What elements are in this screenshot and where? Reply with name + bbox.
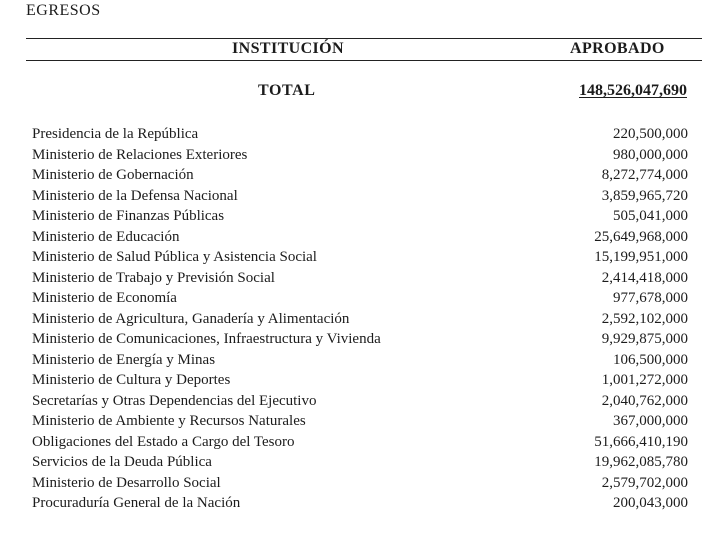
table-row xyxy=(30,391,688,412)
table-row xyxy=(30,288,688,309)
header-rule-bottom xyxy=(26,60,702,61)
approved-amount: 367,000,000 xyxy=(613,413,688,429)
table-row xyxy=(30,165,688,186)
institution-name: Ministerio de Relaciones Exteriores xyxy=(32,146,248,163)
approved-amount: 1,001,272,000 xyxy=(601,372,688,388)
institution-name: Ministerio de Educación xyxy=(32,228,180,245)
column-header-approved: APROBADO xyxy=(570,40,665,57)
institution-name: Servicios de la Deuda Pública xyxy=(32,454,212,470)
table-row xyxy=(30,227,688,248)
institution-name: Obligaciones del Estado a Cargo del Tesoro xyxy=(32,433,295,450)
approved-amount: 106,500,000 xyxy=(613,351,688,368)
institution-name: Procuraduría General de la Nación xyxy=(32,495,241,511)
table-row xyxy=(30,145,688,166)
total-label: TOTAL xyxy=(258,82,316,99)
table-row xyxy=(30,493,688,514)
approved-amount: 9,929,875,000 xyxy=(601,331,688,347)
institution-name: Ministerio de Trabajo y Previsión Social xyxy=(32,269,275,286)
approved-amount: 3,859,965,720 xyxy=(601,187,688,204)
institution-name: Secretarías y Otras Dependencias del Ejecutivo xyxy=(32,392,317,409)
approved-amount: 8,272,774,000 xyxy=(601,167,688,183)
table-row xyxy=(30,309,688,330)
table-row xyxy=(30,186,688,207)
approved-amount: 220,500,000 xyxy=(613,126,688,142)
approved-amount: 51,666,410,190 xyxy=(594,433,688,450)
institution-name: Ministerio de Salud Pública y Asistencia Social xyxy=(32,249,317,265)
approved-amount: 15,199,951,000 xyxy=(594,249,688,265)
table-row xyxy=(30,473,688,494)
institution-name: Ministerio de la Defensa Nacional xyxy=(32,187,238,204)
table-row xyxy=(30,370,688,391)
approved-amount: 2,414,418,000 xyxy=(601,269,688,286)
approved-amount: 200,043,000 xyxy=(613,495,688,511)
institution-name: Ministerio de Desarrollo Social xyxy=(32,474,221,491)
approved-amount: 980,000,000 xyxy=(613,146,688,163)
table-row xyxy=(30,432,688,453)
institution-name: Ministerio de Comunicaciones, Infraestructura y Vivienda xyxy=(32,331,381,347)
institution-name: Ministerio de Energía y Minas xyxy=(32,351,216,368)
column-header-institution: INSTITUCIÓN xyxy=(232,40,344,57)
institution-name: Ministerio de Finanzas Públicas xyxy=(32,208,225,224)
approved-amount: 19,962,085,780 xyxy=(594,454,688,470)
institution-name: Ministerio de Cultura y Deportes xyxy=(32,372,231,388)
total-value: 148,526,047,690 xyxy=(579,82,687,99)
approved-amount: 2,040,762,000 xyxy=(601,392,688,409)
table-row xyxy=(30,411,688,432)
table-row xyxy=(30,452,688,473)
section-title: EGRESOS xyxy=(26,2,101,19)
institution-list xyxy=(30,124,688,514)
approved-amount: 25,649,968,000 xyxy=(594,228,688,245)
table-row xyxy=(30,329,688,350)
approved-amount: 2,579,702,000 xyxy=(601,474,688,491)
institution-name: Ministerio de Gobernación xyxy=(32,167,194,183)
approved-amount: 977,678,000 xyxy=(613,290,688,306)
approved-amount: 505,041,000 xyxy=(613,208,688,224)
institution-name: Presidencia de la República xyxy=(32,126,199,142)
institution-name: Ministerio de Economía xyxy=(32,290,177,306)
table-row xyxy=(30,206,688,227)
approved-amount: 2,592,102,000 xyxy=(601,310,688,327)
table-row xyxy=(30,350,688,371)
institution-name: Ministerio de Agricultura, Ganadería y Alimentación xyxy=(32,310,350,327)
table-row xyxy=(30,124,688,145)
table-row xyxy=(30,268,688,289)
table-row xyxy=(30,247,688,268)
institution-name: Ministerio de Ambiente y Recursos Naturales xyxy=(32,413,306,429)
